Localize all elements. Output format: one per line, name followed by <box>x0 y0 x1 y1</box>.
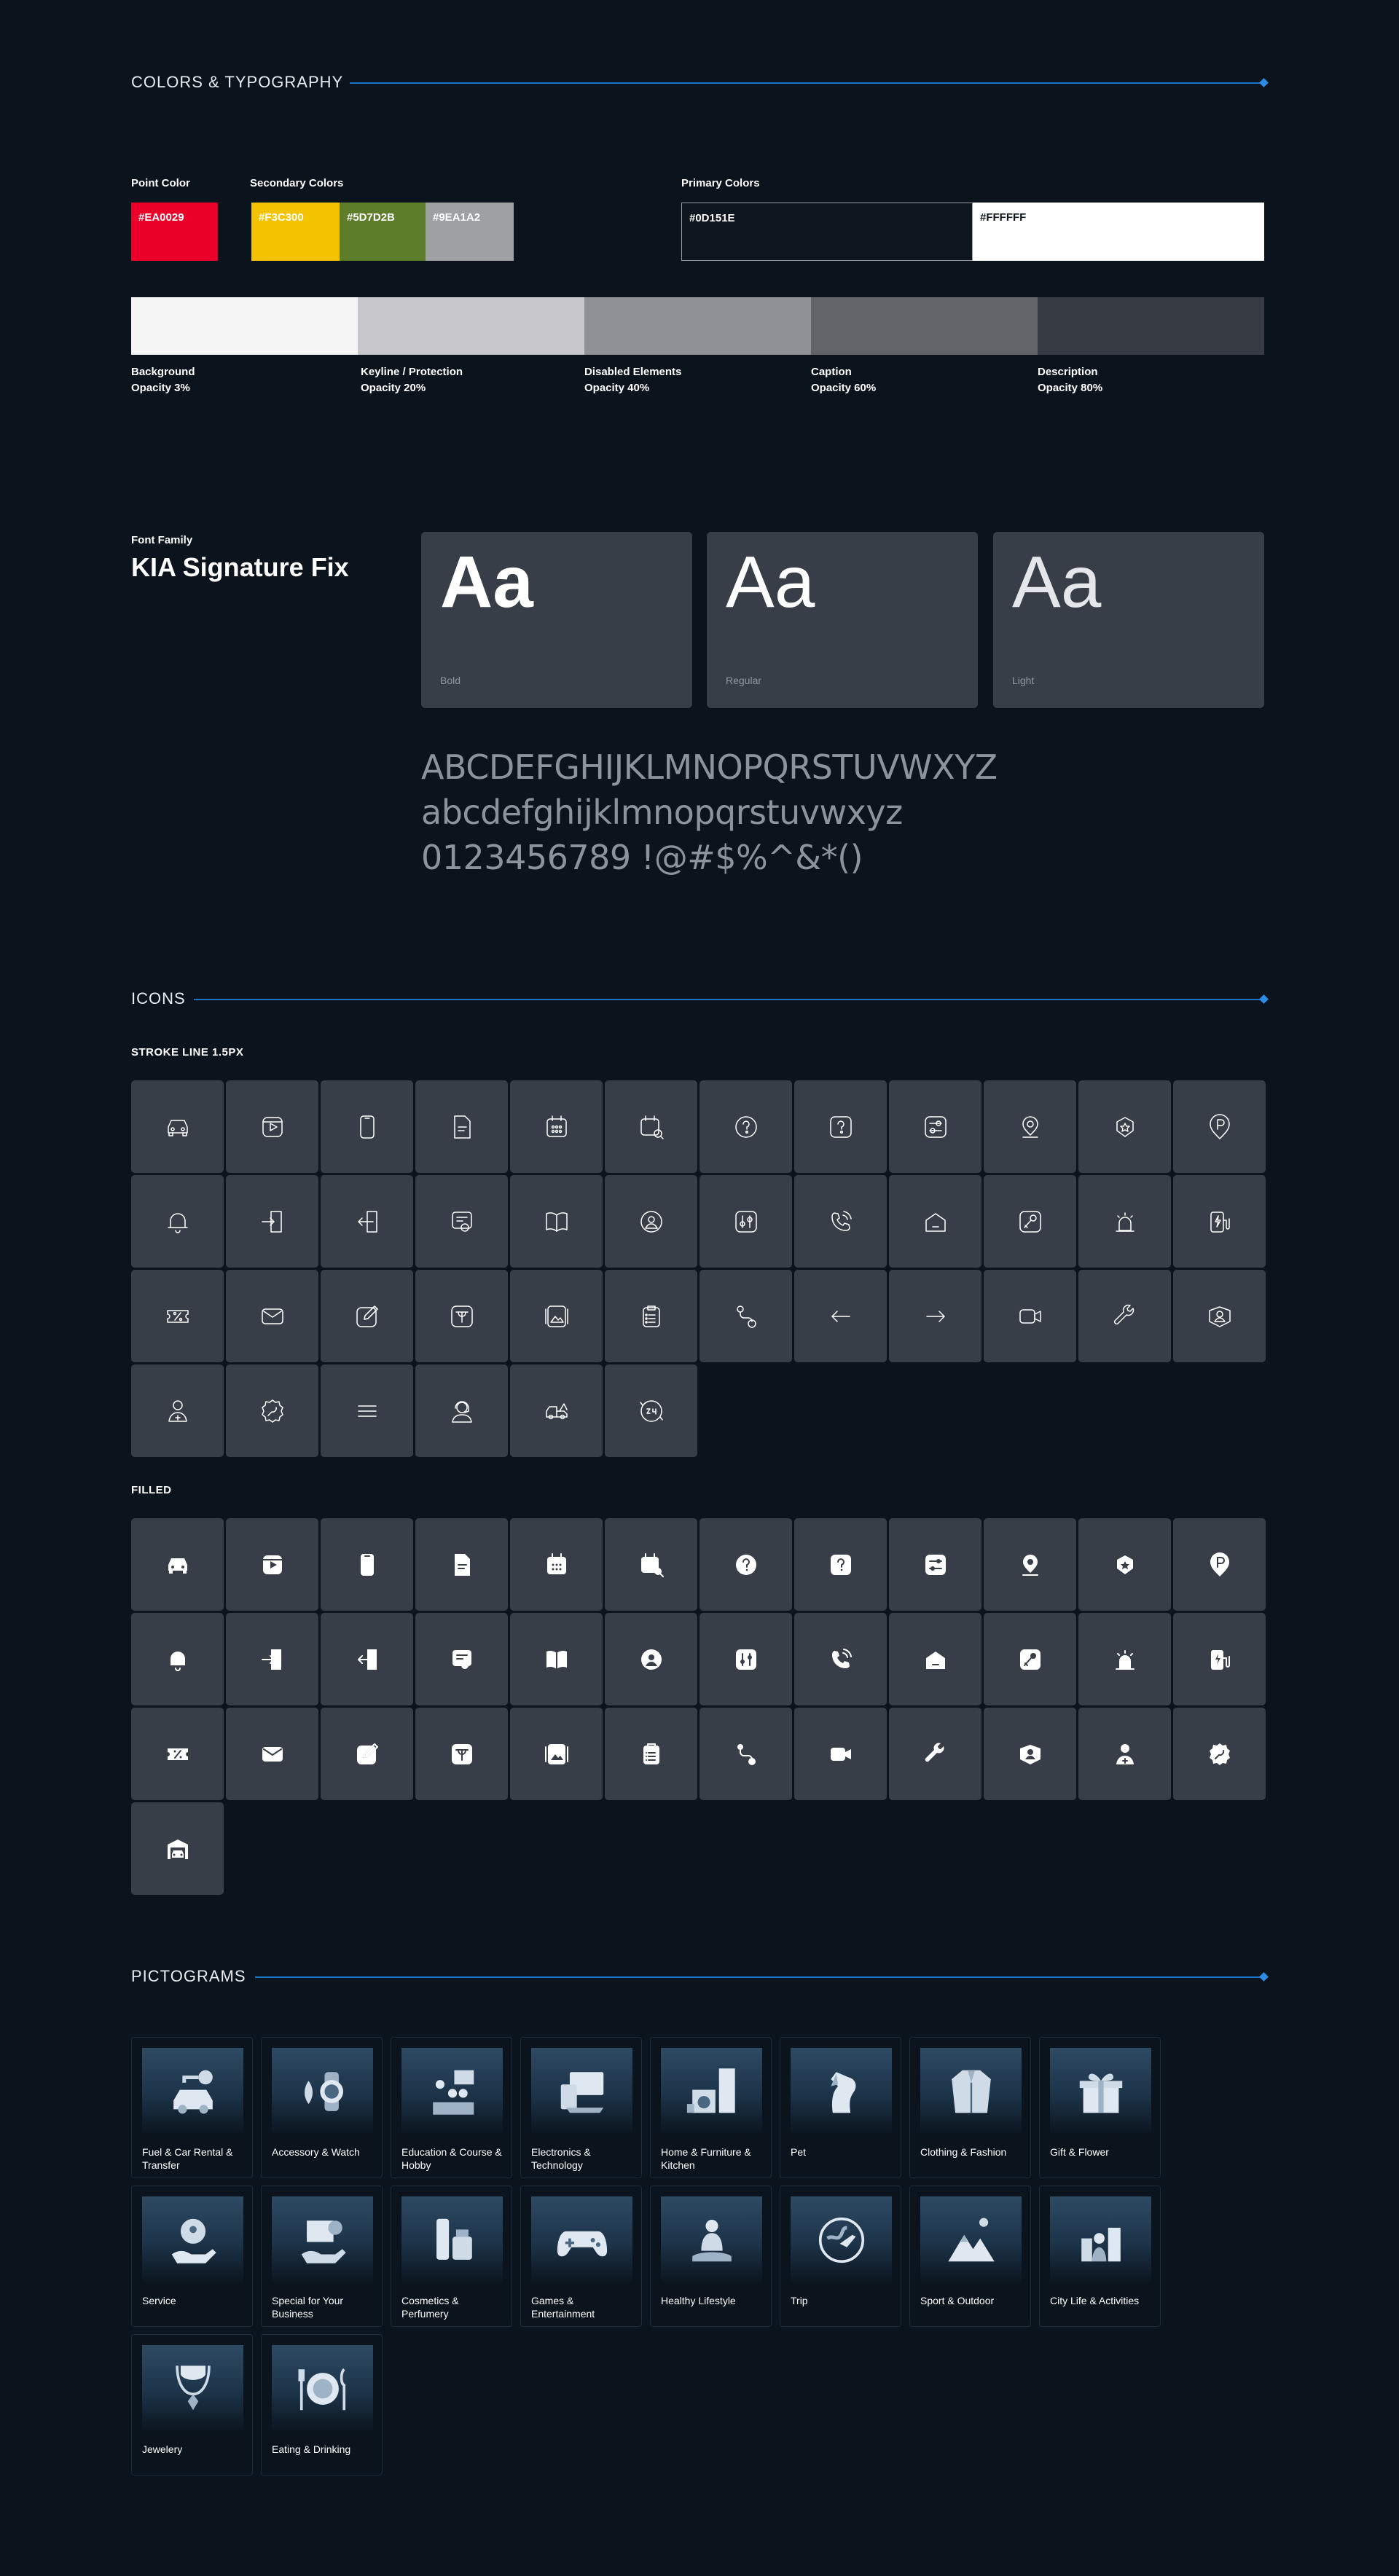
logout-icon[interactable] <box>321 1613 413 1705</box>
help-square-icon[interactable] <box>794 1518 887 1611</box>
pictogram-image <box>142 2345 243 2432</box>
pictogram-card[interactable] <box>780 2186 901 2327</box>
help-circle-icon[interactable] <box>700 1080 792 1173</box>
ev-charger-icon[interactable] <box>1173 1175 1266 1268</box>
settings-toggle-icon-glyph <box>920 1111 952 1143</box>
ev-charger-icon[interactable] <box>1173 1613 1266 1705</box>
opacity-swatch-caption <box>811 297 1038 355</box>
add-user-icon[interactable] <box>1078 1708 1171 1800</box>
location-pin-icon-glyph <box>1014 1549 1046 1581</box>
pictogram-label: Jewelery <box>142 2443 183 2455</box>
section-divider-dot <box>1259 78 1269 87</box>
user-circle-icon[interactable] <box>605 1613 697 1705</box>
clipboard-list-icon[interactable] <box>605 1708 697 1800</box>
garage-icon[interactable] <box>131 1802 224 1895</box>
necklace-pictogram <box>165 2360 222 2417</box>
open-book-icon-glyph <box>541 1644 573 1676</box>
tow-truck-icon-glyph <box>541 1395 573 1427</box>
jacket-pictogram <box>943 2063 1000 2120</box>
business-pictogram <box>294 2212 351 2269</box>
support-agent-icon-glyph <box>446 1395 478 1427</box>
mountain-pictogram <box>943 2212 1000 2269</box>
login-icon[interactable] <box>226 1613 318 1705</box>
pictogram-image <box>142 2196 243 2284</box>
section-title-colors: COLORS & TYPOGRAPHY <box>131 73 344 91</box>
section-title-icons: ICONS <box>131 989 186 1008</box>
home-icon[interactable] <box>889 1613 981 1705</box>
pictogram-image <box>531 2196 632 2284</box>
settings-toggle-icon[interactable] <box>889 1518 981 1611</box>
font-sample: Aa <box>440 541 533 623</box>
wrench-icon-glyph <box>920 1738 952 1770</box>
photo-album-icon-glyph <box>541 1738 573 1770</box>
parking-icon[interactable] <box>1173 1080 1266 1173</box>
phone-icon[interactable] <box>321 1518 413 1611</box>
equalizer-icon[interactable] <box>700 1175 792 1268</box>
bell-icon[interactable] <box>131 1613 224 1705</box>
clipboard-list-icon[interactable] <box>605 1270 697 1362</box>
opacity-caption: Disabled Elements Opacity 40% <box>584 366 682 394</box>
classroom-pictogram <box>424 2063 481 2120</box>
opacity-caption: Keyline / Protection Opacity 20% <box>361 366 463 394</box>
bell-icon-glyph <box>162 1206 194 1238</box>
section-divider-dot <box>1259 1972 1269 1982</box>
open-book-icon[interactable] <box>510 1613 603 1705</box>
edit-key-icon[interactable] <box>984 1613 1076 1705</box>
clipboard-list-icon-glyph <box>635 1738 667 1770</box>
pictogram-image <box>272 2048 373 2135</box>
user-circle-icon[interactable] <box>605 1175 697 1268</box>
video-play-icon-glyph <box>256 1111 289 1143</box>
alarm-light-icon-glyph <box>1109 1644 1141 1676</box>
logout-icon[interactable] <box>321 1175 413 1268</box>
calendar-search-icon-glyph <box>635 1111 667 1143</box>
phone-call-icon[interactable] <box>794 1613 887 1705</box>
stroke-icons-label: STROKE LINE 1.5PX <box>131 1046 244 1059</box>
help-circle-icon-glyph <box>730 1549 762 1581</box>
calendar-search-icon[interactable] <box>605 1518 697 1611</box>
font-weight-card-regular <box>707 532 978 708</box>
calendar-icon[interactable] <box>510 1080 603 1173</box>
section-divider-dot <box>1259 994 1269 1004</box>
pictogram-label: Special for Your Business <box>272 2295 344 2320</box>
ev-charger-icon-glyph <box>1204 1206 1236 1238</box>
pictogram-card[interactable] <box>261 2037 383 2178</box>
edit-icon[interactable] <box>321 1708 413 1800</box>
open-book-icon-glyph <box>541 1206 573 1238</box>
car-icon[interactable] <box>131 1080 224 1173</box>
car-icon-glyph <box>162 1549 194 1581</box>
certificate-icon-glyph <box>446 1644 478 1676</box>
gamepad-pictogram <box>554 2212 611 2269</box>
secondary-color-swatch: #5D7D2B <box>340 203 426 261</box>
car-icon-glyph <box>162 1111 194 1143</box>
help-circle-icon[interactable] <box>700 1518 792 1611</box>
login-icon-glyph <box>256 1644 289 1676</box>
add-user-icon-glyph <box>1109 1738 1141 1770</box>
pictogram-label: Accessory & Watch <box>272 2146 360 2158</box>
pictogram-label: Clothing & Fashion <box>920 2146 1007 2158</box>
phone-icon-glyph <box>351 1549 383 1581</box>
alarm-light-icon[interactable] <box>1078 1613 1171 1705</box>
mail-icon-glyph <box>256 1300 289 1332</box>
kia-logo-icon[interactable] <box>415 1270 508 1362</box>
pictogram-label: Trip <box>791 2295 808 2306</box>
arrow-right-icon-glyph <box>920 1300 952 1332</box>
pictogram-image <box>401 2048 503 2135</box>
pictogram-image <box>272 2345 373 2432</box>
opacity-swatch-description <box>1038 297 1264 355</box>
garage-icon-glyph <box>162 1833 194 1865</box>
home-icon[interactable] <box>889 1175 981 1268</box>
font-weight-card-light <box>993 532 1264 708</box>
add-user-icon-glyph <box>162 1395 194 1427</box>
pictogram-label: Electronics & Technology <box>531 2146 591 2171</box>
section-divider <box>194 999 1262 1000</box>
secondary-color-swatch: #F3C300 <box>251 203 340 261</box>
user-circle-icon-glyph <box>635 1206 667 1238</box>
route-icon[interactable] <box>700 1270 792 1362</box>
lowercase-glyphs: abcdefghijklmnopqrstuvwxyz <box>421 793 903 832</box>
badge-star-icon[interactable] <box>1078 1080 1171 1173</box>
settings-toggle-icon-glyph <box>920 1549 952 1581</box>
map-user-icon-glyph <box>1014 1738 1046 1770</box>
tow-truck-icon[interactable] <box>510 1364 603 1457</box>
parking-icon-glyph <box>1204 1111 1236 1143</box>
city-pictogram <box>1073 2212 1129 2269</box>
service-hand-pictogram <box>165 2212 222 2269</box>
location-pin-icon[interactable] <box>984 1080 1076 1173</box>
pictogram-label: Games & Entertainment <box>531 2295 595 2320</box>
font-family-name: KIA Signature Fix <box>131 552 349 582</box>
pictogram-card[interactable] <box>780 2037 901 2178</box>
pictogram-image <box>791 2196 892 2284</box>
document-icon-glyph <box>446 1111 478 1143</box>
badge-star-icon-glyph <box>1109 1111 1141 1143</box>
primary-color-swatch: #0D151E <box>681 203 973 261</box>
wrench-icon[interactable] <box>889 1708 981 1800</box>
pictogram-card[interactable] <box>391 2186 512 2327</box>
logout-icon-glyph <box>351 1206 383 1238</box>
document-icon[interactable] <box>415 1080 508 1173</box>
filled-icons-label: FILLED <box>131 1484 172 1496</box>
pictogram-label: Sport & Outdoor <box>920 2295 995 2306</box>
edit-key-icon-glyph <box>1014 1644 1046 1676</box>
pictogram-label: Pet <box>791 2146 807 2158</box>
menu-icon-glyph <box>351 1395 383 1427</box>
pictogram-image <box>920 2048 1022 2135</box>
pictogram-label: Healthy Lifestyle <box>661 2295 736 2306</box>
document-icon[interactable] <box>415 1518 508 1611</box>
globe-plane-pictogram <box>813 2212 870 2269</box>
section-divider <box>350 82 1262 84</box>
calendar-icon-glyph <box>541 1549 573 1581</box>
open-book-icon[interactable] <box>510 1175 603 1268</box>
help-square-icon-glyph <box>825 1111 857 1143</box>
bell-icon[interactable] <box>131 1175 224 1268</box>
kia-logo-icon-glyph <box>446 1738 478 1770</box>
appliances-pictogram <box>683 2063 740 2120</box>
menu-icon[interactable] <box>321 1364 413 1457</box>
help-circle-icon-glyph <box>730 1111 762 1143</box>
video-play-icon-glyph <box>256 1549 289 1581</box>
meditation-pictogram <box>683 2212 740 2269</box>
pictogram-image <box>661 2048 762 2135</box>
equalizer-icon[interactable] <box>700 1613 792 1705</box>
pictogram-label: Education & Course & Hobby <box>401 2146 502 2171</box>
point-color-swatch: #EA0029 <box>131 203 218 261</box>
alarm-light-icon-glyph <box>1109 1206 1141 1238</box>
opacity-caption: Description Opacity 80% <box>1038 366 1103 394</box>
pictogram-image <box>531 2048 632 2135</box>
pictogram-card[interactable] <box>909 2037 1031 2178</box>
calendar-search-icon[interactable] <box>605 1080 697 1173</box>
wrench-icon[interactable] <box>1078 1270 1171 1362</box>
pictogram-card[interactable] <box>1039 2037 1161 2178</box>
route-icon[interactable] <box>700 1708 792 1800</box>
video-camera-icon[interactable] <box>794 1708 887 1800</box>
user-circle-icon-glyph <box>635 1644 667 1676</box>
pictogram-image <box>142 2048 243 2135</box>
map-user-icon[interactable] <box>984 1708 1076 1800</box>
gear-wrench-icon-glyph <box>1204 1738 1236 1770</box>
plate-cutlery-pictogram <box>294 2360 351 2417</box>
pictogram-card[interactable] <box>520 2186 642 2327</box>
font-sample: Aa <box>1012 541 1102 623</box>
pictogram-card[interactable] <box>131 2037 253 2178</box>
certificate-icon[interactable] <box>415 1175 508 1268</box>
certificate-icon-glyph <box>446 1206 478 1238</box>
map-user-icon-glyph <box>1204 1300 1236 1332</box>
alarm-light-icon[interactable] <box>1078 1175 1171 1268</box>
video-play-icon[interactable] <box>226 1518 318 1611</box>
phone-call-icon-glyph <box>825 1206 857 1238</box>
edit-key-icon[interactable] <box>984 1175 1076 1268</box>
help-square-icon-glyph <box>825 1549 857 1581</box>
home-icon-glyph <box>920 1644 952 1676</box>
opacity-caption: Caption Opacity 60% <box>811 366 877 394</box>
numeric-glyphs: 0123456789 !@#$%^&*() <box>421 838 863 877</box>
add-user-icon[interactable] <box>131 1364 224 1457</box>
video-camera-icon[interactable] <box>984 1270 1076 1362</box>
point-color-label: Point Color <box>131 177 190 189</box>
settings-toggle-icon[interactable] <box>889 1080 981 1173</box>
font-weight-name: Light <box>1012 675 1035 686</box>
pictogram-card[interactable] <box>650 2186 772 2327</box>
calendar-icon-glyph <box>541 1111 573 1143</box>
uppercase-glyphs: ABCDEFGHIJKLMNOPQRSTUVWXYZ <box>421 747 998 787</box>
pictogram-image <box>1050 2196 1151 2284</box>
edit-icon-glyph <box>351 1300 383 1332</box>
pictogram-card[interactable] <box>131 2186 253 2327</box>
arrow-right-icon[interactable] <box>889 1270 981 1362</box>
font-sample: Aa <box>726 541 815 623</box>
phone-icon[interactable] <box>321 1080 413 1173</box>
mail-icon[interactable] <box>226 1708 318 1800</box>
kia-logo-icon[interactable] <box>415 1708 508 1800</box>
mail-icon[interactable] <box>226 1270 318 1362</box>
phone-icon-glyph <box>351 1111 383 1143</box>
pictogram-card[interactable] <box>650 2037 772 2178</box>
opacity-swatch-background <box>131 297 358 355</box>
font-weight-card-bold <box>421 532 692 708</box>
phone-call-icon[interactable] <box>794 1175 887 1268</box>
pictogram-image <box>791 2048 892 2135</box>
pictogram-image <box>920 2196 1022 2284</box>
font-family-label: Font Family <box>131 534 193 546</box>
parking-icon-glyph <box>1204 1549 1236 1581</box>
location-pin-icon-glyph <box>1014 1111 1046 1143</box>
pictogram-label: Service <box>142 2295 176 2306</box>
pictogram-label: Home & Furniture & Kitchen <box>661 2146 751 2171</box>
pictogram-card[interactable] <box>261 2186 383 2327</box>
pictogram-label: Fuel & Car Rental & Transfer <box>142 2146 233 2171</box>
location-pin-icon[interactable] <box>984 1518 1076 1611</box>
equalizer-icon-glyph <box>730 1206 762 1238</box>
pictogram-card[interactable] <box>1039 2186 1161 2327</box>
video-play-icon[interactable] <box>226 1080 318 1173</box>
edit-icon[interactable] <box>321 1270 413 1362</box>
gear-wrench-icon[interactable] <box>1173 1708 1266 1800</box>
secondary-color-swatch: #9EA1A2 <box>426 203 514 261</box>
gift-pictogram <box>1073 2063 1129 2120</box>
filled-icon-grid <box>131 1518 1268 1895</box>
pictogram-card[interactable] <box>131 2334 253 2475</box>
service-24h-icon-glyph <box>635 1395 667 1427</box>
mail-icon-glyph <box>256 1738 289 1770</box>
pictogram-image <box>661 2196 762 2284</box>
map-user-icon[interactable] <box>1173 1270 1266 1362</box>
stroke-icon-grid <box>131 1080 1268 1457</box>
route-icon-glyph <box>730 1300 762 1332</box>
logout-icon-glyph <box>351 1644 383 1676</box>
primary-color-swatch: #FFFFFF <box>973 203 1264 261</box>
kia-logo-icon-glyph <box>446 1300 478 1332</box>
section-title-pictograms: PICTOGRAMS <box>131 1967 246 1985</box>
font-weight-name: Regular <box>726 675 762 686</box>
ticket-percent-icon[interactable] <box>131 1708 224 1800</box>
car-key-pictogram <box>165 2063 222 2120</box>
pictogram-image <box>272 2196 373 2284</box>
font-weight-name: Bold <box>440 675 461 686</box>
arrow-left-icon[interactable] <box>794 1270 887 1362</box>
video-camera-icon-glyph <box>1014 1300 1046 1332</box>
opacity-caption: Background Opacity 3% <box>131 366 195 394</box>
certificate-icon[interactable] <box>415 1613 508 1705</box>
calendar-icon[interactable] <box>510 1518 603 1611</box>
document-icon-glyph <box>446 1549 478 1581</box>
login-icon[interactable] <box>226 1175 318 1268</box>
glyph-specimen <box>421 745 998 880</box>
pictogram-card[interactable] <box>909 2186 1031 2327</box>
home-icon-glyph <box>920 1206 952 1238</box>
badge-star-icon[interactable] <box>1078 1518 1171 1611</box>
pictogram-image <box>1050 2048 1151 2135</box>
ticket-percent-icon[interactable] <box>131 1270 224 1362</box>
opacity-swatch-keyline <box>358 297 584 355</box>
edit-icon-glyph <box>351 1738 383 1770</box>
pictogram-grid <box>131 2037 1180 2475</box>
route-icon-glyph <box>730 1738 762 1770</box>
pictogram-card[interactable] <box>391 2037 512 2178</box>
equalizer-icon-glyph <box>730 1644 762 1676</box>
arrow-left-icon-glyph <box>825 1300 857 1332</box>
service-24h-icon[interactable] <box>605 1364 697 1457</box>
ticket-percent-icon-glyph <box>162 1738 194 1770</box>
edit-key-icon-glyph <box>1014 1206 1046 1238</box>
phone-call-icon-glyph <box>825 1644 857 1676</box>
pictogram-image <box>401 2196 503 2284</box>
login-icon-glyph <box>256 1206 289 1238</box>
pictogram-label: City Life & Activities <box>1050 2295 1140 2306</box>
gear-wrench-icon-glyph <box>256 1395 289 1427</box>
cosmetics-pictogram <box>424 2212 481 2269</box>
pictogram-card[interactable] <box>520 2037 642 2178</box>
photo-album-icon[interactable] <box>510 1708 603 1800</box>
pictogram-card[interactable] <box>261 2334 383 2475</box>
ev-charger-icon-glyph <box>1204 1644 1236 1676</box>
video-camera-icon-glyph <box>825 1738 857 1770</box>
dog-pictogram <box>813 2063 870 2120</box>
photo-album-icon-glyph <box>541 1300 573 1332</box>
parking-icon[interactable] <box>1173 1518 1266 1611</box>
calendar-search-icon-glyph <box>635 1549 667 1581</box>
opacity-swatch-disabled <box>584 297 811 355</box>
car-icon[interactable] <box>131 1518 224 1611</box>
badge-star-icon-glyph <box>1109 1549 1141 1581</box>
watch-pictogram <box>294 2063 351 2120</box>
secondary-colors-label: Secondary Colors <box>250 177 344 189</box>
pictogram-label: Eating & Drinking <box>272 2443 351 2455</box>
clipboard-list-icon-glyph <box>635 1300 667 1332</box>
support-agent-icon[interactable] <box>415 1364 508 1457</box>
ticket-percent-icon-glyph <box>162 1300 194 1332</box>
wrench-icon-glyph <box>1109 1300 1141 1332</box>
devices-pictogram <box>554 2063 611 2120</box>
photo-album-icon[interactable] <box>510 1270 603 1362</box>
help-square-icon[interactable] <box>794 1080 887 1173</box>
primary-colors-label: Primary Colors <box>681 177 760 189</box>
gear-wrench-icon[interactable] <box>226 1364 318 1457</box>
pictogram-label: Cosmetics & Perfumery <box>401 2295 459 2320</box>
bell-icon-glyph <box>162 1644 194 1676</box>
section-divider <box>255 1976 1262 1978</box>
pictogram-label: Gift & Flower <box>1050 2146 1109 2158</box>
